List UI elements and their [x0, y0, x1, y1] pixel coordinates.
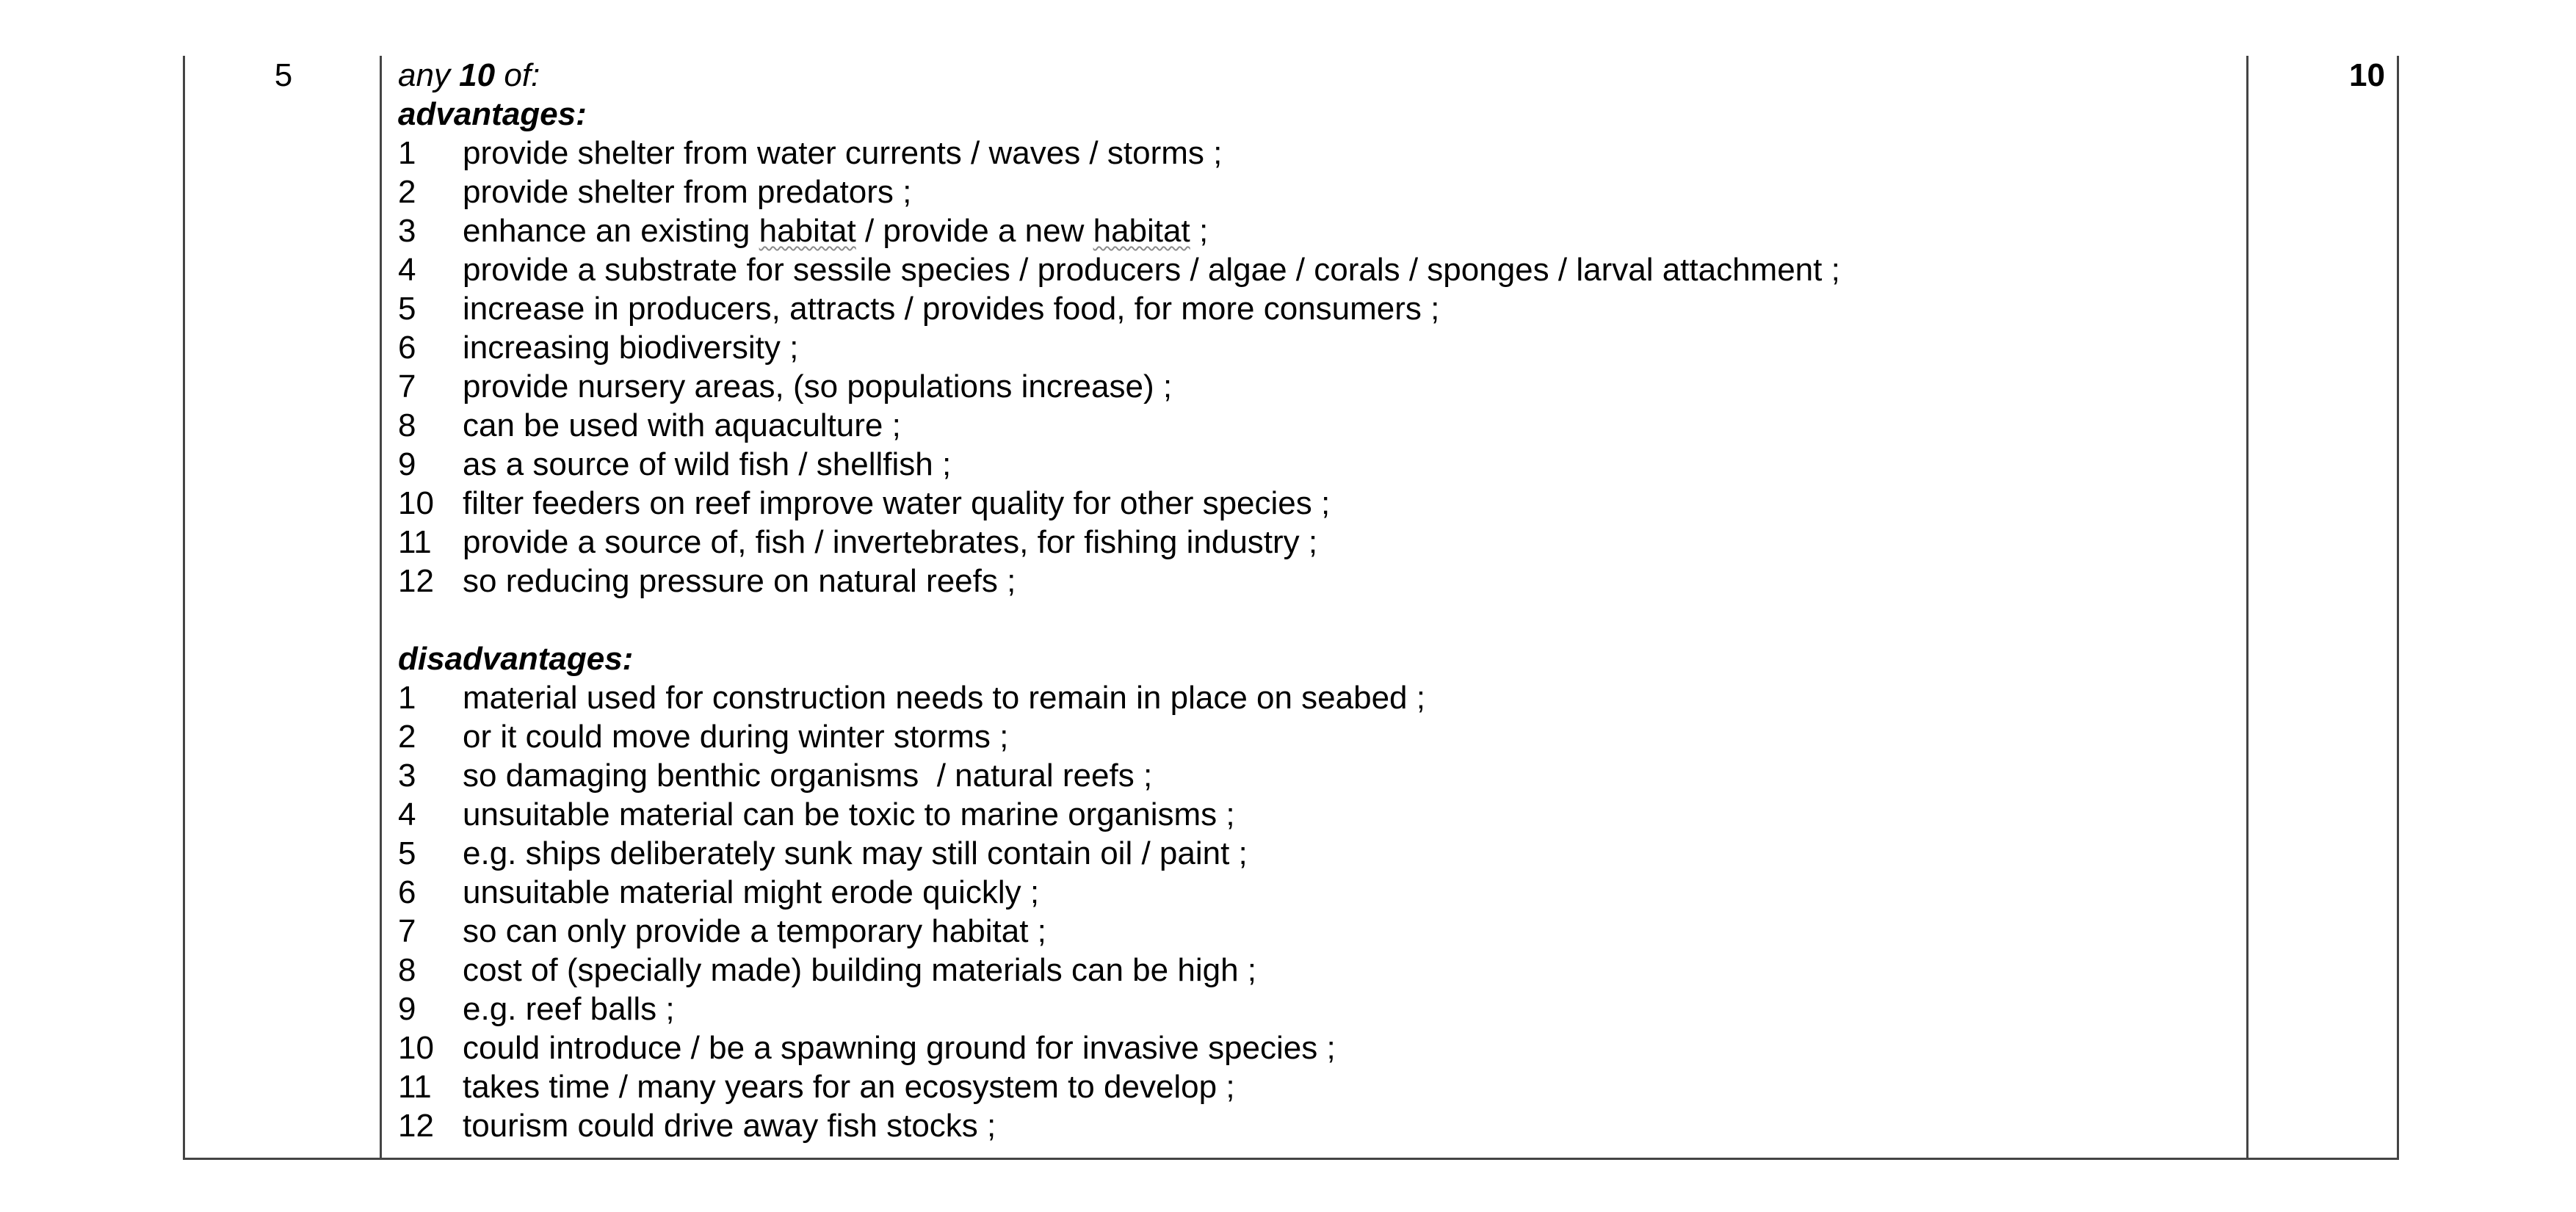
list-item: [398, 445, 2234, 484]
disadvantages-list: [398, 678, 2234, 1145]
answer-column: [398, 56, 2234, 1145]
instruction-count: 10: [459, 57, 496, 93]
item-text: material used for construction needs to remain in place on seabed ;: [463, 680, 1425, 716]
spellcheck-marked-word: habitat: [1093, 213, 1190, 249]
item-text: [463, 211, 2234, 250]
total-marks: 10: [2349, 57, 2385, 93]
item-number: 12: [398, 1108, 434, 1144]
item-number: 9: [398, 991, 416, 1027]
section-gap: [398, 600, 2234, 639]
list-item: [398, 211, 2234, 250]
item-text: increase in producers, attracts / provides food, for more consumers ;: [463, 291, 1440, 327]
list-item: [398, 1028, 2234, 1067]
list-item: [398, 834, 2234, 873]
item-number: 11: [398, 1069, 432, 1105]
item-text: provide a substrate for sessile species / producers / algae / corals / sponges / larval attachment ;: [463, 252, 1840, 288]
item-number: 11: [398, 524, 432, 560]
list-item: [398, 756, 2234, 795]
list-item: [398, 990, 2234, 1028]
item-number: 2: [398, 719, 416, 755]
item-number: 5: [398, 835, 416, 871]
item-number: 3: [398, 758, 416, 794]
item-text: so reducing pressure on natural reefs ;: [463, 563, 1016, 599]
item-text: can be used with aquaculture ;: [463, 407, 901, 443]
item-number: 10: [398, 485, 434, 521]
item-text: provide a source of, fish / invertebrates, for fishing industry ;: [463, 524, 1318, 560]
disadvantages-heading: disadvantages:: [398, 641, 634, 677]
list-item: [398, 328, 2234, 367]
item-number: 7: [398, 369, 416, 404]
item-text-part: enhance an existing: [463, 213, 759, 249]
item-text-part: ;: [1190, 213, 1209, 249]
item-text-part: / provide a new: [855, 213, 1093, 249]
item-number: 7: [398, 913, 416, 949]
item-number: 8: [398, 407, 416, 443]
item-number: 1: [398, 135, 416, 171]
item-number: 9: [398, 446, 416, 482]
advantages-list: [398, 134, 2234, 600]
instruction-suffix: of:: [495, 57, 540, 93]
column-divider: [380, 56, 382, 1158]
question-number: 5: [274, 57, 293, 93]
list-item: [398, 873, 2234, 912]
item-number: 8: [398, 952, 416, 988]
answer-instruction: [398, 56, 2234, 95]
item-text: as a source of wild fish / shellfish ;: [463, 446, 952, 482]
item-text: e.g. ships deliberately sunk may still contain oil / paint ;: [463, 835, 1248, 871]
item-text: e.g. reef balls ;: [463, 991, 675, 1027]
item-number: 4: [398, 252, 416, 288]
item-text: or it could move during winter storms ;: [463, 719, 1009, 755]
list-item: [398, 134, 2234, 173]
item-text: provide nursery areas, (so populations increase) ;: [463, 369, 1173, 404]
list-item: [398, 523, 2234, 562]
item-number: 2: [398, 174, 416, 210]
item-text: cost of (specially made) building materials can be high ;: [463, 952, 1256, 988]
item-number: 3: [398, 213, 416, 249]
item-text: tourism could drive away fish stocks ;: [463, 1108, 996, 1144]
list-item: [398, 367, 2234, 406]
list-item: [398, 406, 2234, 445]
item-number: 12: [398, 563, 434, 599]
list-item: [398, 951, 2234, 990]
item-text: provide shelter from water currents / waves / storms ;: [463, 135, 1223, 171]
list-item: [398, 1067, 2234, 1106]
list-item: [398, 912, 2234, 951]
item-number: 6: [398, 330, 416, 366]
list-item: [398, 173, 2234, 211]
item-text: so can only provide a temporary habitat ;: [463, 913, 1046, 949]
mark-scheme-table: [183, 56, 2399, 1160]
column-divider: [2246, 56, 2248, 1158]
item-number: 10: [398, 1030, 434, 1066]
advantages-heading: advantages:: [398, 96, 587, 132]
item-text: unsuitable material might erode quickly ;: [463, 874, 1040, 910]
item-text: so damaging benthic organisms / natural reefs ;: [463, 758, 1153, 794]
item-text: could introduce / be a spawning ground for invasive species ;: [463, 1030, 1336, 1066]
list-item: [398, 678, 2234, 717]
list-item: [398, 795, 2234, 834]
item-number: 6: [398, 874, 416, 910]
item-text: increasing biodiversity ;: [463, 330, 799, 366]
list-item: [398, 1106, 2234, 1145]
item-text: provide shelter from predators ;: [463, 174, 912, 210]
item-text: takes time / many years for an ecosystem to develop ;: [463, 1069, 1235, 1105]
list-item: [398, 717, 2234, 756]
instruction-prefix: any: [398, 57, 460, 93]
list-item: [398, 562, 2234, 600]
list-item: [398, 484, 2234, 523]
item-number: 5: [398, 291, 416, 327]
item-number: 1: [398, 680, 416, 716]
spellcheck-marked-word: habitat: [759, 213, 856, 249]
item-text: filter feeders on reef improve water quality for other species ;: [463, 485, 1331, 521]
list-item: [398, 289, 2234, 328]
item-number: 4: [398, 796, 416, 832]
item-text: unsuitable material can be toxic to marine organisms ;: [463, 796, 1235, 832]
list-item: [398, 250, 2234, 289]
